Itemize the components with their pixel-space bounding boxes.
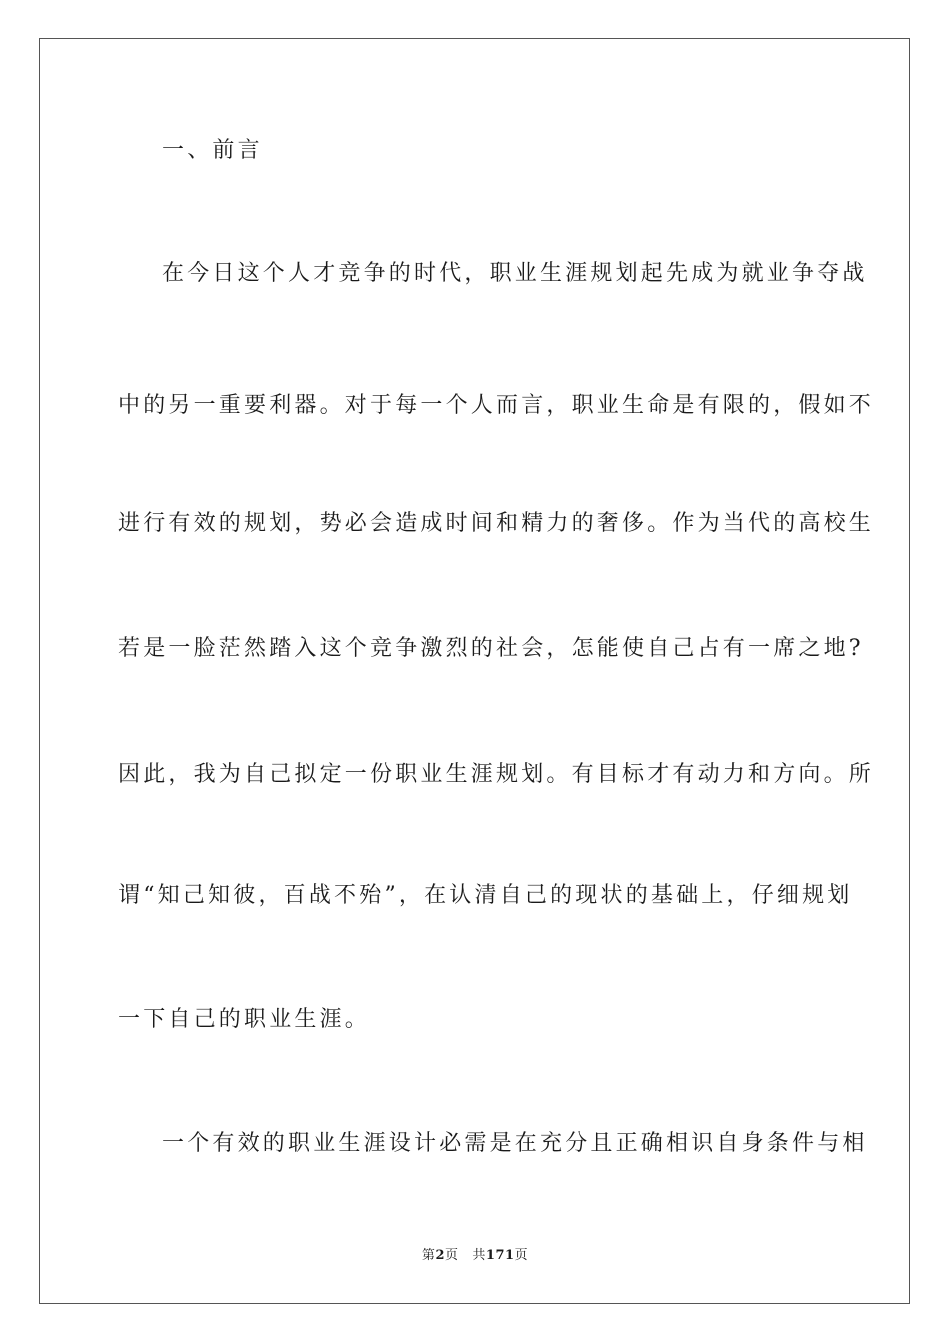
section-heading: 一、前言 [162,138,263,163]
page-border [39,38,910,1304]
paragraph-line: 在今日这个人才竞争的时代，职业生涯规划起先成为就业争夺战 [162,261,868,286]
total-pages-number: 171 [485,1248,515,1263]
paragraph-line: 谓“知己知彼，百战不殆”，在认清自己的现状的基础上，仔细规划 [118,883,853,908]
page-footer [0,1244,950,1263]
paragraph-line: 中的另一重要利器。对于每一个人而言，职业生命是有限的，假如不 [118,393,875,418]
total-suffix: 页 [514,1248,529,1263]
current-page-number: 2 [435,1248,445,1263]
paragraph-line: 若是一脸茫然踏入这个竞争激烈的社会，怎能使自己占有一席之地? [118,636,864,661]
paragraph-line: 因此，我为自己拟定一份职业生涯规划。有目标才有动力和方向。所 [118,762,875,787]
page-suffix: 页 [444,1248,459,1263]
paragraph-line: 一个有效的职业生涯设计必需是在充分且正确相识自身条件与相 [162,1131,868,1156]
page-prefix: 第 [421,1248,436,1263]
paragraph-line: 一下自己的职业生涯。 [118,1007,371,1032]
total-prefix: 共 [472,1248,486,1263]
paragraph-line: 进行有效的规划，势必会造成时间和精力的奢侈。作为当代的高校生 [118,511,875,536]
